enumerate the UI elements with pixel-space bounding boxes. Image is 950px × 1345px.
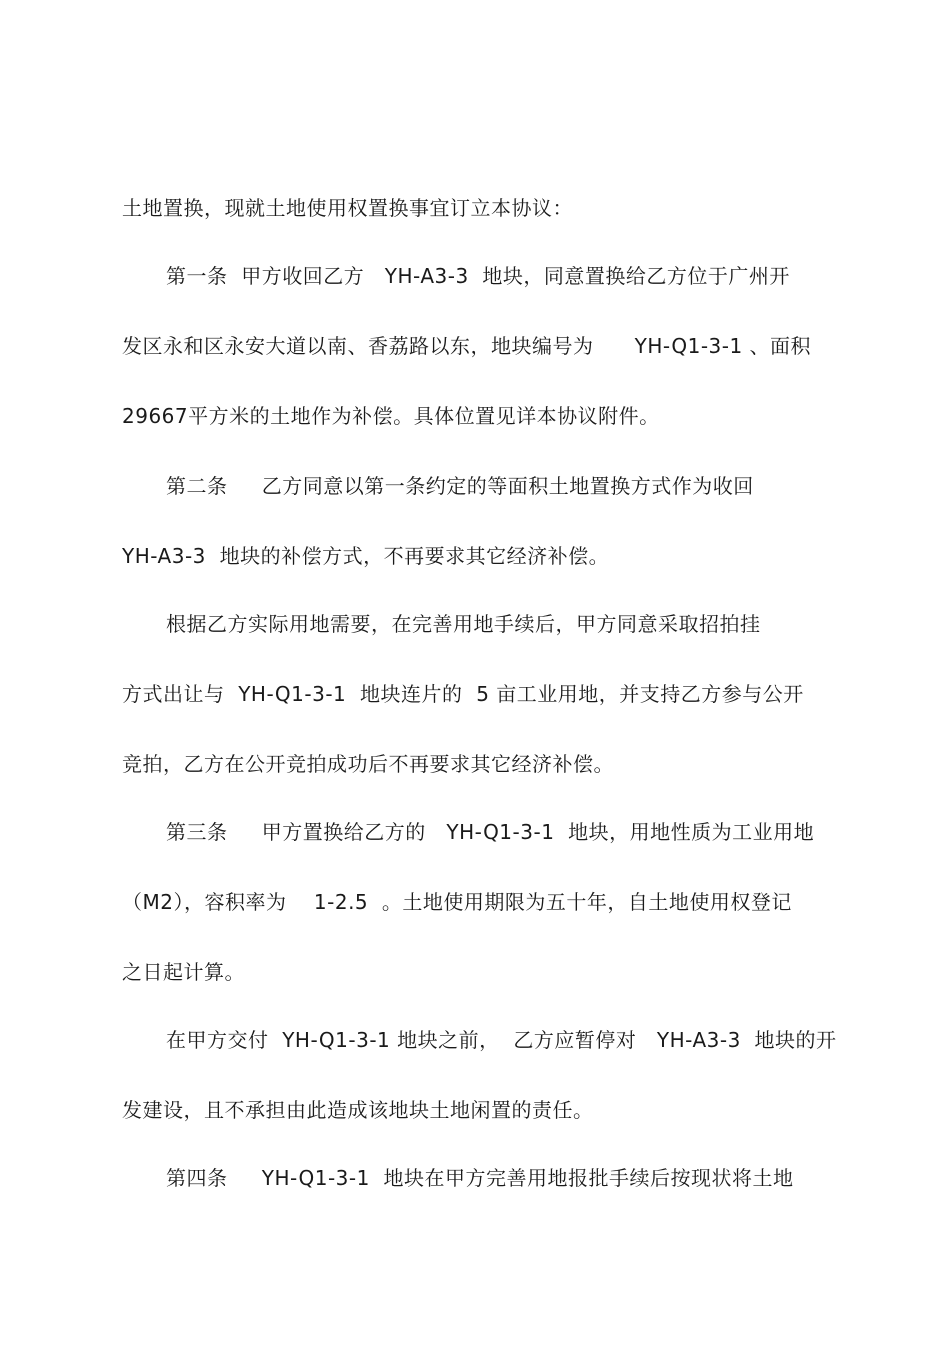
article-2-line: 第二条 乙方同意以第一条约定的等面积土地置换方式作为收回: [166, 474, 754, 498]
text-line: 土地置换，现就土地使用权置换事宜订立本协议：: [122, 196, 573, 220]
text-line: （M2），容积率为 1-2.5 。土地使用期限为五十年，自土地使用权登记: [122, 890, 792, 914]
text-line: 之日起计算。: [122, 960, 245, 984]
text-line: 方式出让与 YH-Q1-3-1 地块连片的 5 亩工业用地，并支持乙方参与公开: [122, 682, 804, 706]
text-line: 发区永和区永安大道以南、香荔路以东，地块编号为 YH-Q1-3-1 、面积: [122, 334, 812, 358]
text-line: 29667平方米的土地作为补偿。具体位置见详本协议附件。: [122, 404, 660, 428]
paragraph-line: 根据乙方实际用地需要，在完善用地手续后，甲方同意采取招拍挂: [166, 612, 761, 636]
text-line: 发建设，且不承担由此造成该地块土地闲置的责任。: [122, 1098, 594, 1122]
article-4-line: 第四条 YH-Q1-3-1 地块在甲方完善用地报批手续后按现状将土地: [166, 1166, 794, 1190]
text-line: YH-A3-3 地块的补偿方式，不再要求其它经济补偿。: [122, 544, 610, 568]
article-3-line: 第三条 甲方置换给乙方的 YH-Q1-3-1 地块，用地性质为工业用地: [166, 820, 815, 844]
article-1-line: 第一条 甲方收回乙方 YH-A3-3 地块，同意置换给乙方位于广州开: [166, 264, 790, 288]
paragraph-line: 在甲方交付 YH-Q1-3-1 地块之前， 乙方应暂停对 YH-A3-3 地块的开: [166, 1028, 837, 1052]
text-line: 竞拍，乙方在公开竞拍成功后不再要求其它经济补偿。: [122, 752, 614, 776]
